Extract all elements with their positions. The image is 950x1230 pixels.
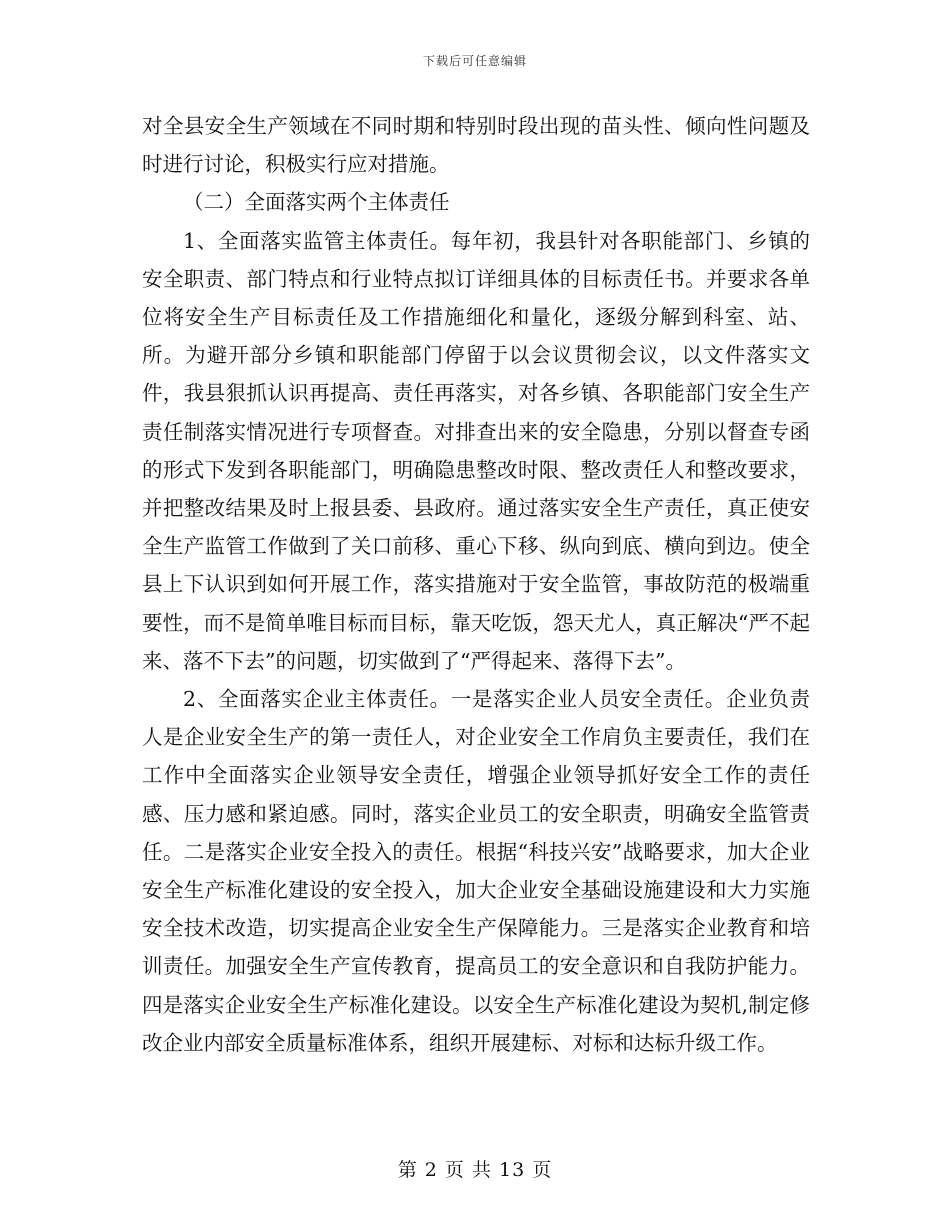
paragraph-continuation: 对全县安全生产领域在不同时期和特别时段出现的苗头性、倾向性问题及时进行讨论，积极实行应对措施。 <box>142 114 810 177</box>
paragraph-enterprise-responsibility: 2、全面落实企业主体责任。一是落实企业人员安全责任。企业负责人是企业安全生产的第一责任人，对企业安全工作肩负主要责任，我们在工作中全面落实企业领导安全责任，增强企业领导抓好安全工作的责任感、压力感和紧迫感。同时，落实企业员工的安全职责，明确安全监管责任。二是落实企业安全投入的责任。根据“科技兴安”战略要求，加大企业安全生产标准化建设的安全投入，加大企业安全基础设施建设和大力实施安全技术改造，切实提高企业安全生产保障能力。三是落实企业教育和培训责任。加强安全生产宣传教育，提高员工的安全意识和自我防护能力。四是落实企业安全生产标准化建设。以安全生产标准化建设为契机,制定修改企业内部安全质量标准体系，组织开展建标、对标和达标升级工作。 <box>142 687 810 1055</box>
document-body <box>142 107 810 1062</box>
page-footer: 第 2 页 共 13 页 <box>397 1159 553 1181</box>
page-header: 下载后可任意编辑 <box>422 54 527 68</box>
paragraph-supervision-responsibility: 1、全面落实监管主体责任。每年初，我县针对各职能部门、乡镇的安全职责、部门特点和行业特点拟订详细具体的目标责任书。并要求各单位将安全生产目标责任及工作措施细化和量化，逐级分解到科室、站、所。为避开部分乡镇和职能部门停留于以会议贯彻会议，以文件落实文件，我县狠抓认识再提高、责任再落实，对各乡镇、各职能部门安全生产责任制落实情况进行专项督查。对排查出来的安全隐患，分别以督查专函的形式下发到各职能部门，明确隐患整改时限、整改责任人和整改要求，并把整改结果及时上报县委、县政府。通过落实安全生产责任，真正使安全生产监管工作做到了关口前移、重心下移、纵向到底、横向到边。使全县上下认识到如何开展工作，落实措施对于安全监管，事故防范的极端重要性，而不是简单唯目标而目标，靠天吃饭，怨天尤人，真正解决“严不起来、落不下去”的问题，切实做到了“严得起来、落得下去”。 <box>142 228 810 673</box>
section-heading: （二）全面落实两个主体责任 <box>183 190 450 215</box>
